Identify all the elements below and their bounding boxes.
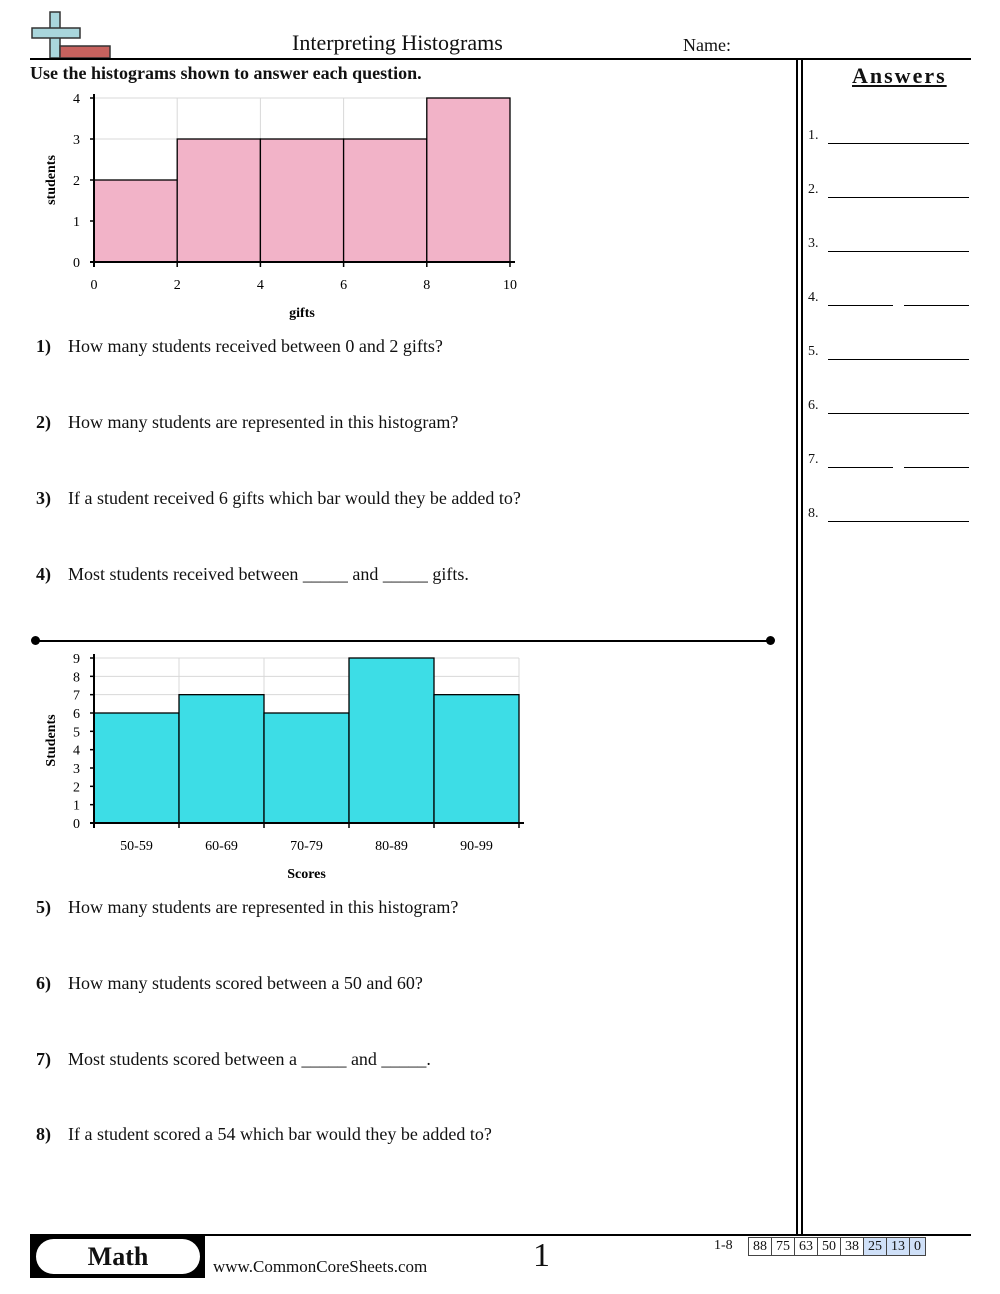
question-text: If a student received 6 gifts which bar would they be added to?	[68, 488, 521, 508]
question-number: 2)	[36, 412, 51, 432]
x-tick-label: 2	[173, 278, 181, 293]
x-axis-label: Scores	[287, 867, 326, 882]
y-tick-label: 6	[73, 707, 80, 722]
answer-blank[interactable]	[828, 305, 893, 306]
x-tick-label: 8	[423, 278, 431, 293]
y-tick-label: 0	[73, 256, 80, 271]
question-number: 6)	[36, 973, 51, 993]
question-1	[36, 336, 443, 357]
y-axis-label: students	[44, 155, 59, 205]
bar	[177, 139, 260, 262]
question-text: How many students are represented in this histogram?	[68, 897, 459, 917]
answer-blank[interactable]	[904, 305, 969, 306]
y-tick-label: 4	[73, 743, 80, 759]
question-4	[36, 564, 469, 585]
question-text: How many students are represented in this histogram?	[68, 412, 459, 432]
y-tick-label: 9	[73, 652, 80, 667]
y-tick-label: 3	[73, 133, 80, 148]
question-range: 1-8	[714, 1238, 733, 1253]
answer-number: 4.	[808, 290, 819, 305]
question-number: 5)	[36, 897, 51, 917]
answer-number: 5.	[808, 344, 819, 359]
score-cell: 0	[910, 1238, 926, 1256]
y-tick-label: 0	[73, 817, 80, 832]
question-number: 7)	[36, 1049, 51, 1069]
histogram-scores	[30, 645, 550, 885]
x-tick-label: 6	[340, 278, 348, 293]
y-tick-label: 2	[73, 174, 80, 189]
answer-blank[interactable]	[828, 521, 969, 522]
x-category-label: 60-69	[205, 839, 238, 854]
score-cell: 50	[818, 1238, 841, 1256]
y-tick-label: 8	[73, 670, 80, 686]
answer-number: 3.	[808, 236, 819, 251]
site-url: www.CommonCoreSheets.com	[213, 1257, 428, 1276]
answer-blank[interactable]	[828, 413, 969, 414]
answers-title: Answers	[852, 63, 947, 88]
header-rule	[30, 58, 971, 60]
bar	[434, 695, 519, 823]
answer-blank[interactable]	[828, 467, 893, 468]
score-cell: 38	[841, 1238, 864, 1256]
answer-number: 1.	[808, 128, 819, 143]
bar	[260, 139, 343, 262]
question-number: 4)	[36, 564, 51, 584]
y-tick-label: 7	[73, 688, 80, 704]
x-tick-label: 4	[256, 278, 264, 293]
separator-dot-right	[766, 636, 775, 645]
answer-blank[interactable]	[828, 143, 969, 144]
answer-number: 2.	[808, 182, 819, 197]
x-axis-label: gifts	[289, 306, 315, 321]
score-cell: 63	[795, 1238, 818, 1256]
x-tick-label: 0	[90, 278, 98, 293]
question-text: Most students scored between a _____ and _____.	[68, 1049, 431, 1069]
bar	[427, 98, 510, 262]
answer-blank[interactable]	[828, 359, 969, 360]
name-label: Name:	[683, 35, 731, 55]
answer-number: 8.	[808, 506, 819, 521]
y-tick-label: 2	[73, 780, 80, 796]
question-text: Most students received between _____ and _____ gifts.	[68, 564, 469, 584]
divider-left	[796, 60, 798, 1236]
bar	[344, 139, 427, 262]
y-tick-label: 1	[73, 798, 80, 814]
y-axis-label: Students	[44, 714, 59, 767]
y-tick-label: 3	[73, 762, 80, 777]
x-category-label: 80-89	[375, 839, 408, 854]
answer-number: 7.	[808, 452, 819, 467]
y-tick-label: 1	[73, 215, 80, 230]
answer-blank[interactable]	[828, 197, 969, 198]
answer-blank[interactable]	[904, 467, 969, 468]
divider-right	[801, 60, 803, 1236]
bar	[94, 713, 179, 823]
score-table	[748, 1237, 926, 1256]
question-number: 8)	[36, 1124, 51, 1144]
score-cell: 25	[864, 1238, 887, 1256]
question-number: 3)	[36, 488, 51, 508]
answer-blank[interactable]	[828, 251, 969, 252]
question-8	[36, 1124, 492, 1145]
question-number: 1)	[36, 336, 51, 356]
plus-logo-icon	[30, 10, 112, 60]
question-text: How many students scored between a 50 and 60?	[68, 973, 423, 993]
x-category-label: 50-59	[120, 839, 153, 854]
bar	[264, 713, 349, 823]
subject-label: Math	[36, 1239, 200, 1274]
answer-number: 6.	[808, 398, 819, 413]
x-category-label: 70-79	[290, 839, 323, 854]
question-5	[36, 897, 458, 918]
section-separator	[35, 640, 771, 642]
x-category-label: 90-99	[460, 839, 493, 854]
bar	[94, 180, 177, 262]
question-7	[36, 1049, 431, 1070]
histogram-gifts	[30, 85, 550, 325]
question-2	[36, 412, 458, 433]
page-number: 1	[533, 1237, 550, 1274]
question-3	[36, 488, 521, 509]
bar	[179, 695, 264, 823]
x-tick-label: 10	[503, 278, 517, 293]
logo	[30, 10, 112, 60]
question-text: How many students received between 0 and 2 gifts?	[68, 336, 443, 356]
score-cell: 75	[772, 1238, 795, 1256]
question-text: If a student scored a 54 which bar would they be added to?	[68, 1124, 492, 1144]
y-tick-label: 5	[73, 725, 80, 741]
separator-dot-left	[31, 636, 40, 645]
score-cell: 13	[887, 1238, 910, 1256]
question-6	[36, 973, 423, 994]
page-title: Interpreting Histograms	[292, 30, 503, 55]
score-cell: 88	[749, 1238, 772, 1256]
bar	[349, 658, 434, 823]
y-tick-label: 4	[73, 92, 80, 107]
instructions: Use the histograms shown to answer each question.	[30, 63, 422, 83]
